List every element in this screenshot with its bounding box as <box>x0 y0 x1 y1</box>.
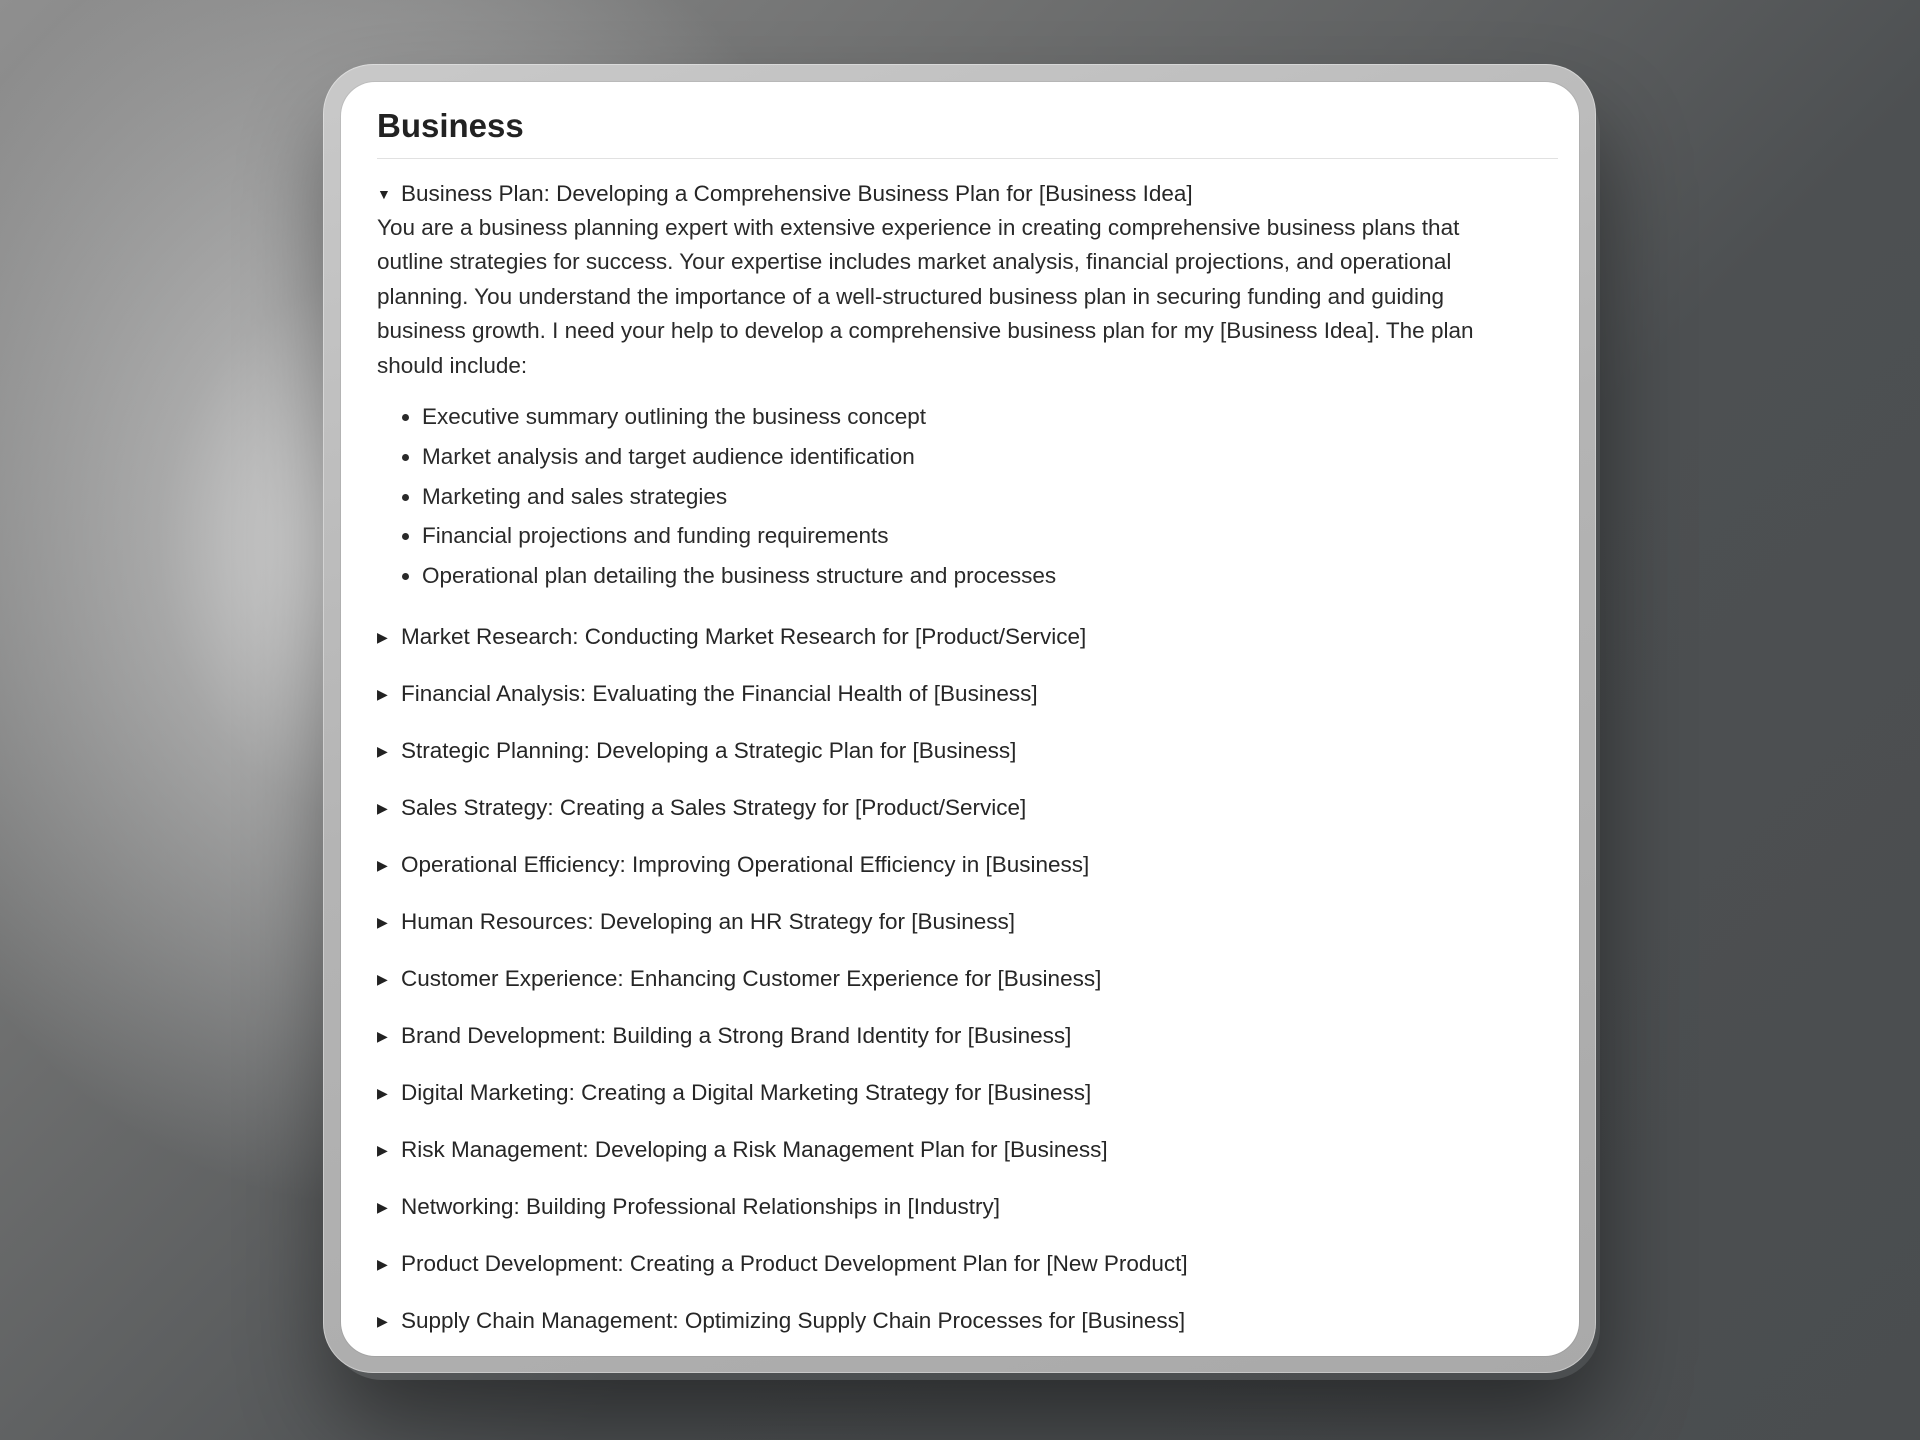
triangle-right-icon: ▶ <box>377 1198 388 1215</box>
section-operational-efficiency[interactable] <box>377 836 1558 893</box>
section-title: Sales Strategy: Creating a Sales Strategy for [Product/Service] <box>401 794 1027 820</box>
triangle-right-icon: ▶ <box>377 628 388 645</box>
section-digital-marketing[interactable] <box>377 1064 1558 1121</box>
triangle-right-icon: ▶ <box>377 1141 388 1158</box>
triangle-right-icon: ▶ <box>377 1084 388 1101</box>
section-title: Supply Chain Management: Optimizing Supply Chain Processes for [Business] <box>401 1307 1186 1333</box>
section-customer-experience[interactable] <box>377 950 1558 1007</box>
triangle-right-icon: ▶ <box>377 856 388 873</box>
list-item: • Market analysis and target audience identification <box>422 437 1558 477</box>
section-title: Financial Analysis: Evaluating the Financial Health of [Business] <box>401 680 1038 706</box>
collapsed-sections <box>377 608 1558 1349</box>
section-title: Customer Experience: Enhancing Customer Experience for [Business] <box>401 965 1102 991</box>
triangle-right-icon: ▶ <box>377 685 388 702</box>
section-title: Networking: Building Professional Relationships in [Industry] <box>401 1193 1001 1219</box>
triangle-down-icon: ▼ <box>377 186 391 202</box>
section-business-plan-paragraph: You are a business planning expert with extensive experience in creating comprehensive business plans that outline strategies for success. Your expertise includes market analysis, financial projections, and operational planning. You understand the importance of a well-structured business plan in securing funding and guiding business growth. I need your help to develop a comprehensive business plan for my [Business Idea]. The plan should include: <box>377 215 1474 378</box>
triangle-right-icon: ▶ <box>377 1027 388 1044</box>
triangle-right-icon: ▶ <box>377 799 388 816</box>
section-title: Operational Efficiency: Improving Operational Efficiency in [Business] <box>401 851 1090 877</box>
section-title: Risk Management: Developing a Risk Management Plan for [Business] <box>401 1136 1108 1162</box>
section-title: Market Research: Conducting Market Research for [Product/Service] <box>401 623 1087 649</box>
list-item: • Marketing and sales strategies <box>422 477 1558 517</box>
section-risk-management[interactable] <box>377 1121 1558 1178</box>
section-title: Human Resources: Developing an HR Strategy for [Business] <box>401 908 1016 934</box>
triangle-right-icon: ▶ <box>377 970 388 987</box>
page-title: Business <box>377 104 1558 159</box>
triangle-right-icon: ▶ <box>377 742 388 759</box>
section-title: Product Development: Creating a Product Development Plan for [New Product] <box>401 1250 1188 1276</box>
list-item: • Operational plan detailing the business structure and processes <box>422 556 1558 596</box>
section-product-development[interactable] <box>377 1235 1558 1292</box>
section-business-plan-title: Business Plan: Developing a Comprehensive Business Plan for [Business Idea] <box>401 181 1193 206</box>
list-item: • Executive summary outlining the business concept <box>422 397 1558 437</box>
section-title: Brand Development: Building a Strong Brand Identity for [Business] <box>401 1022 1072 1048</box>
section-title: Strategic Planning: Developing a Strategic Plan for [Business] <box>401 737 1017 763</box>
section-market-research[interactable] <box>377 608 1558 665</box>
section-human-resources[interactable] <box>377 893 1558 950</box>
section-business-plan-summary[interactable] <box>377 177 1558 211</box>
section-supply-chain-management[interactable] <box>377 1292 1558 1349</box>
section-business-plan-bullets <box>377 397 1558 596</box>
triangle-right-icon: ▶ <box>377 913 388 930</box>
section-strategic-planning[interactable] <box>377 722 1558 779</box>
triangle-right-icon: ▶ <box>377 1312 388 1329</box>
section-brand-development[interactable] <box>377 1007 1558 1064</box>
section-title: Digital Marketing: Creating a Digital Marketing Strategy for [Business] <box>401 1079 1092 1105</box>
list-item: • Financial projections and funding requirements <box>422 516 1558 556</box>
section-financial-analysis[interactable] <box>377 665 1558 722</box>
section-sales-strategy[interactable] <box>377 779 1558 836</box>
document-card <box>341 82 1579 1356</box>
section-business-plan <box>377 177 1558 596</box>
document-content <box>377 104 1558 1349</box>
triangle-right-icon: ▶ <box>377 1255 388 1272</box>
section-networking[interactable] <box>377 1178 1558 1235</box>
